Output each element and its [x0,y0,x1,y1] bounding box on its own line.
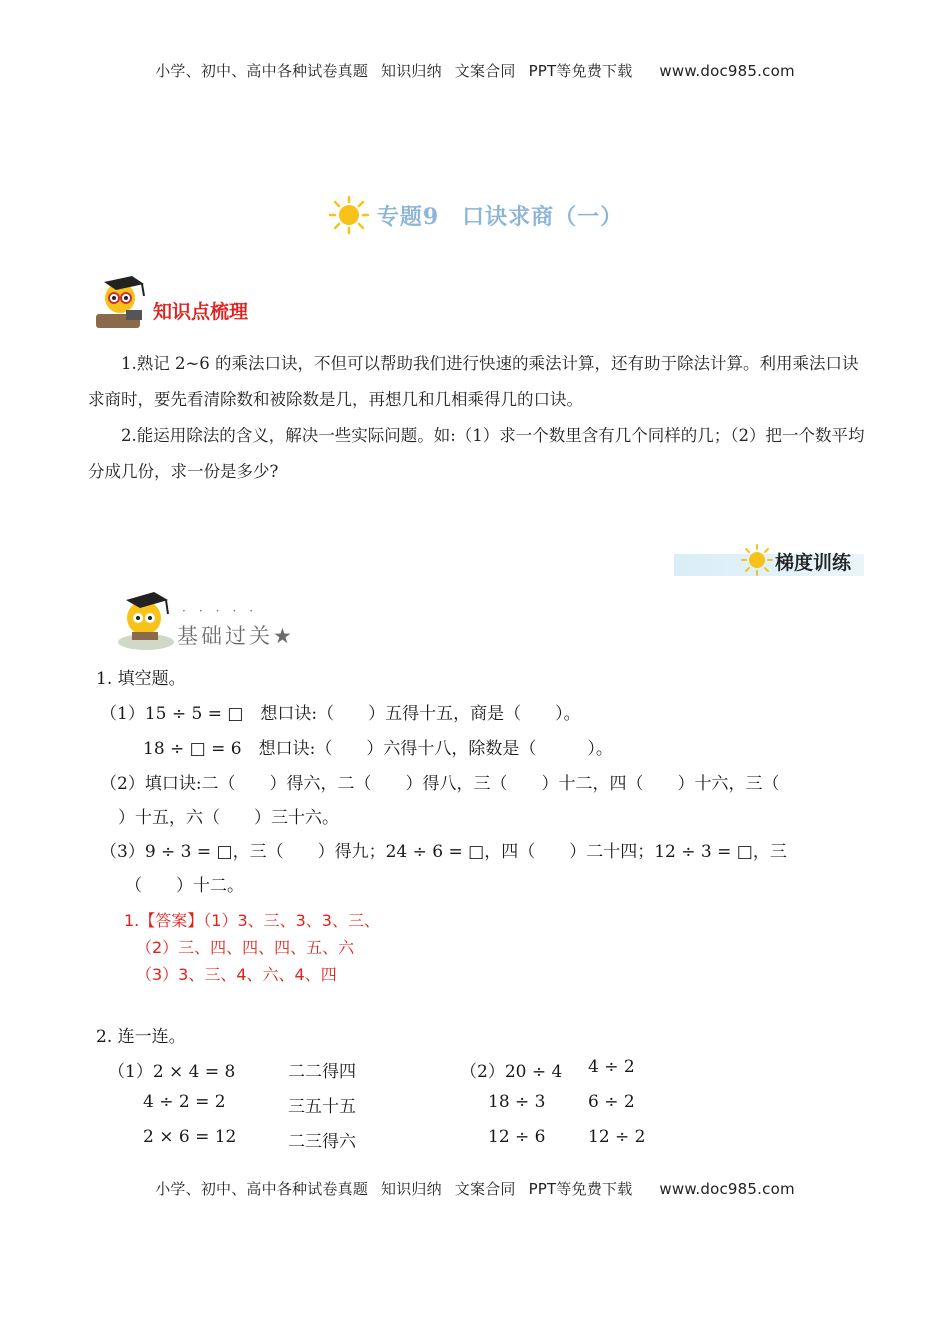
title-text: 专题9 口诀求商（一） [376,204,624,230]
question-line: （3）9 ÷ 3 = □，三（ ）得九；24 ÷ 6 = □，四（ ）二十四；12 ÷ 3 = □，三 [100,842,787,862]
question-line: （2）填口诀:二（ ）得六，二（ ）得八，三（ ）十二，四（ ）十六，三（ [100,774,780,794]
match-item: 12 ÷ 6 [488,1127,546,1147]
owl-scholar-icon [92,270,154,336]
match-item: 2 × 6 = 12 [143,1127,237,1147]
answer-line: （2）三、四、四、四、五、六 [136,938,355,957]
footer-text: 小学、初中、高中各种试卷真题 [155,1180,369,1198]
question-line: （1）15 ÷ 5 = □ 想口诀:（ ）五得十五，商是（ ）。 [100,704,581,724]
header-text: PPT等免费下载 [528,62,633,80]
header-text: 小学、初中、高中各种试卷真题 [155,62,369,80]
header-url[interactable]: www.doc985.com [659,62,795,80]
match-item: 三五十五 [288,1097,356,1117]
sun-icon [740,544,774,580]
answer-line: 1.【答案】（1）3、三、3、3、三、 [124,911,380,930]
match-item: 4 ÷ 2 [588,1057,635,1077]
owl-reading-icon [116,588,178,656]
question-line: ）十五，六（ ）三十六。 [118,808,339,828]
answer-line: （3）3、三、4、六、4、四 [136,965,337,984]
page-title [0,195,950,241]
match-item: 二三得六 [288,1132,356,1152]
sun-icon [327,195,371,241]
header-text: 知识归纳 [381,62,442,80]
basic-level-heading: 基础过关★ [177,624,295,648]
knowledge-point-1: 1.熟记 2~6 的乘法口诀，不但可以帮助我们进行快速的乘法计算，还有助于除法计算。利用乘法口诀求商时，要先看清除数和被除数是几，再想几和几相乘得几的口诀。 [88,354,859,409]
question-2-title: 2. 连一连。 [96,1027,186,1047]
footer-text: 文案合同 [454,1180,516,1198]
question-line: （ ）十二。 [125,876,244,896]
match-item: 12 ÷ 2 [588,1127,646,1147]
gradient-training-heading: 梯度训练 [775,552,852,574]
match-item: （2）20 ÷ 4 [460,1062,563,1082]
knowledge-heading: 知识点梳理 [153,301,249,323]
match-item: （1）2 × 4 = 8 [108,1062,236,1082]
page-header [0,60,950,81]
decor-dots: ····· [182,604,267,618]
page-footer [0,1178,950,1199]
header-text: 文案合同 [454,62,516,80]
match-item: 18 ÷ 3 [488,1092,546,1112]
match-item: 二二得四 [288,1062,356,1082]
question-1-title: 1. 填空题。 [96,669,186,689]
footer-url[interactable]: www.doc985.com [659,1180,795,1198]
match-item: 4 ÷ 2 = 2 [143,1092,226,1112]
question-line: 18 ÷ □ = 6 想口诀:（ ）六得十八，除数是（ ）。 [143,739,613,759]
footer-text: 知识归纳 [381,1180,442,1198]
knowledge-point-2: 2.能运用除法的含义，解决一些实际问题。如:（1）求一个数里含有几个同样的几；（2）把一个数平均分成几份，求一份是多少? [88,426,865,481]
footer-text: PPT等免费下载 [528,1180,633,1198]
match-item: 6 ÷ 2 [588,1092,635,1112]
